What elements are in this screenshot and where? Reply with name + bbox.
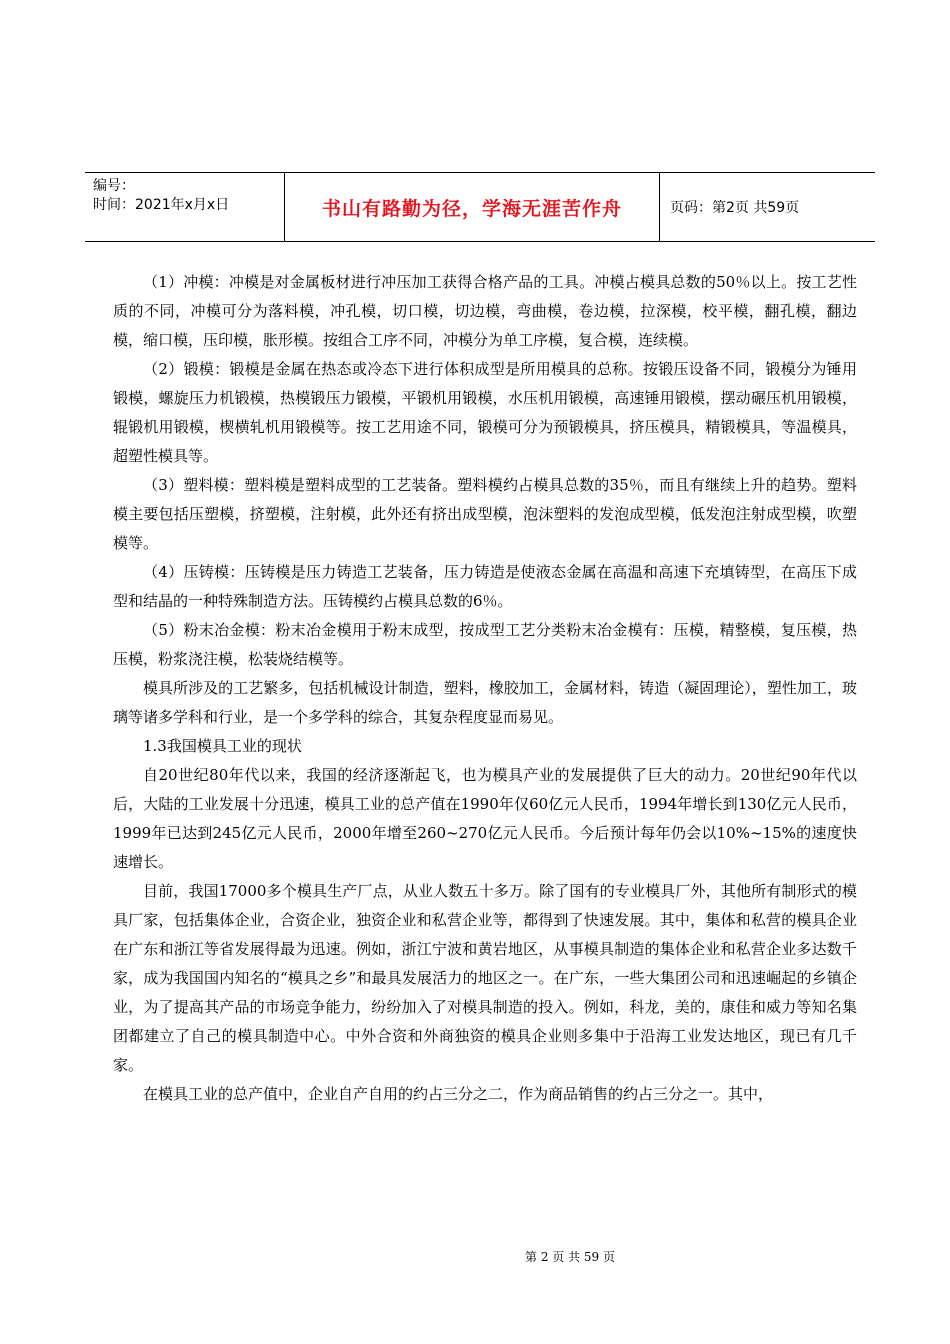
page-footer: 第 2 页 共 59 页 [525, 1250, 615, 1264]
page-header [85, 172, 875, 242]
paragraph: （1）冲模：冲模是对金属板材进行冲压加工获得合格产品的工具。冲模占模具总数的50％以上。按工艺性质的不同，冲模可分为落料模，冲孔模，切口模，切边模，弯曲模，卷边模，拉深模，校平模，翻孔模，翻边模，缩口模，压印模，胀形模。按组合工序不同，冲模分为单工序模，复合模，连续模。 [113, 273, 857, 349]
document-body [113, 268, 857, 1109]
paragraph: 目前，我国17000多个模具生产厂点，从业人数五十多万。除了国有的专业模具厂外，其他所有制形式的模具厂家，包括集体企业，合资企业，独资企业和私营企业等，都得到了快速发展。其中，集体和私营的模具企业在广东和浙江等省发展得最为迅速。例如，浙江宁波和黄岩地区，从事模具制造的集体企业和私营企业多达数千家，成为我国国内知名的“模具之乡”和最具发展活力的地区之一。在广东，一些大集团公司和迅速崛起的乡镇企业，为了提高其产品的市场竞争能力，纷纷加入了对模具制造的投入。例如，科龙，美的，康佳和威力等知名集团都建立了自己的模具制造中心。中外合资和外商独资的模具企业则多集中于沿海工业发达地区，现已有几千家。 [113, 882, 857, 1074]
section-heading: 1.3我国模具工业的现状 [143, 737, 302, 755]
paragraph: 自20世纪80年代以来，我国的经济逐渐起飞，也为模具产业的发展提供了巨大的动力。20世纪90年代以后，大陆的工业发展十分迅速，模具工业的总产值在1990年仅60亿元人民币，1994年增长到130亿元人民币，1999年已达到245亿元人民币，2000年增至260~270亿元人民币。今后预计每年仍会以10%~15%的速度快速增长。 [113, 766, 857, 871]
header-page-info: 页码：第2页 共59页 [670, 200, 800, 216]
header-motto: 书山有路勤为径，学海无涯苦作舟 [285, 173, 660, 241]
paragraph: 模具所涉及的工艺繁多，包括机械设计制造，塑料，橡胶加工，金属材料，铸造（凝固理论），塑性加工，玻璃等诸多学科和行业，是一个多学科的综合，其复杂程度显而易见。 [113, 679, 857, 726]
paragraph: 在模具工业的总产值中，企业自产自用的约占三分之二，作为商品销售的约占三分之一。其中， [143, 1085, 774, 1103]
header-meta [85, 173, 285, 241]
paragraph: （5）粉末冶金模：粉末冶金模用于粉末成型，按成型工艺分类粉末冶金模有：压模，精整模，复压模，热压模，粉浆浇注模，松装烧结模等。 [113, 621, 857, 668]
paragraph: （4）压铸模：压铸模是压力铸造工艺装备，压力铸造是使液态金属在高温和高速下充填铸型，在高压下成型和结晶的一种特殊制造方法。压铸模约占模具总数的6％。 [113, 563, 857, 610]
time-label: 时间：2021年x月x日 [93, 197, 230, 213]
number-label: 编号： [93, 178, 135, 194]
paragraph: （2）锻模：锻模是金属在热态或冷态下进行体积成型是所用模具的总称。按锻压设备不同，锻模分为锤用锻模，螺旋压力机锻模，热模锻压力锻模，平锻机用锻模，水压机用锻模，高速锤用锻模，摆动碾压机用锻模，辊锻机用锻模，楔横轧机用锻模等。按工艺用途不同，锻模可分为预锻模具，挤压模具，精锻模具，等温模具，超塑性模具等。 [113, 360, 857, 465]
paragraph: （3）塑料模：塑料模是塑料成型的工艺装备。塑料模约占模具总数的35％，而且有继续上升的趋势。塑料模主要包括压塑模，挤塑模，注射模，此外还有挤出成型模，泡沫塑料的发泡成型模，低发泡注射成型模，吹塑模等。 [113, 476, 857, 552]
